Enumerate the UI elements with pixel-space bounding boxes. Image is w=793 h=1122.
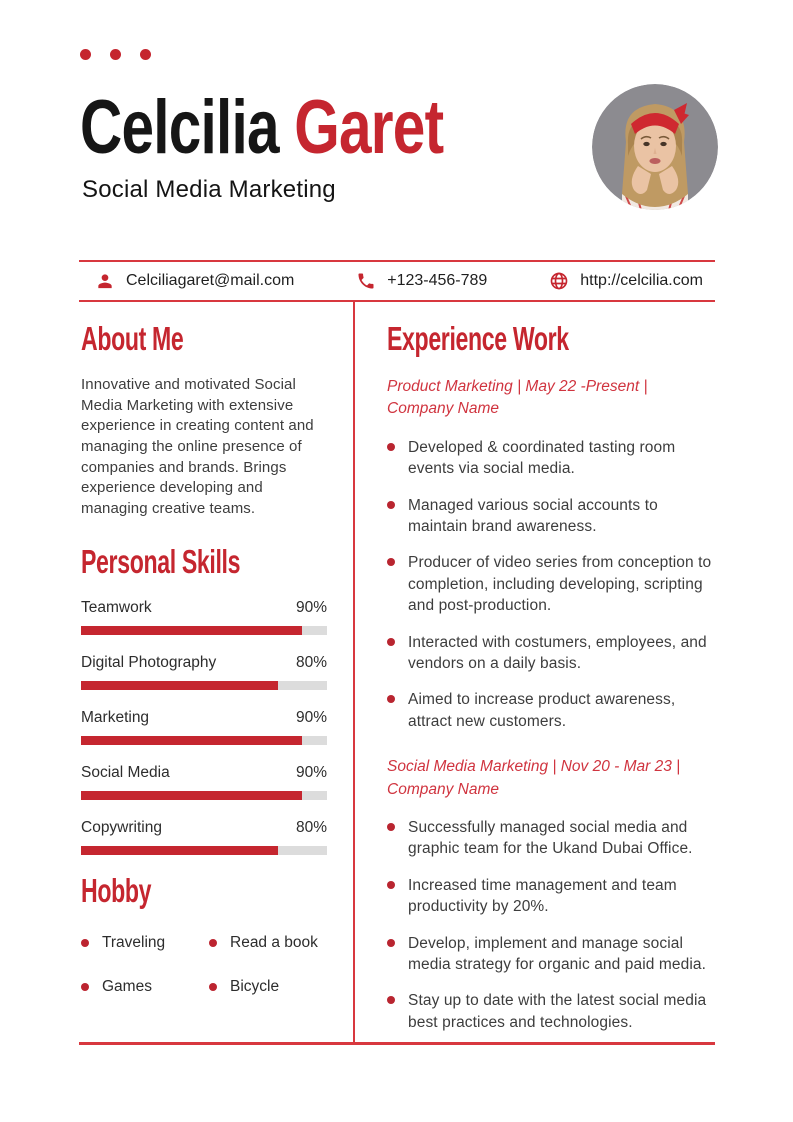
- skills-title: Personal Skills: [81, 542, 241, 580]
- bullet-item: [387, 632, 714, 675]
- skill-percent: 90%: [295, 708, 327, 726]
- column-divider: [353, 302, 355, 1043]
- hobby-item: [209, 978, 327, 996]
- contact-email[interactable]: [95, 271, 294, 291]
- skill-label: Marketing: [81, 708, 150, 726]
- skills-list: [81, 599, 327, 855]
- hobby-title: Hobby: [81, 871, 152, 909]
- skill-bar-fill: [81, 681, 278, 690]
- about-title: About Me: [81, 320, 184, 357]
- name-title: [80, 85, 552, 170]
- skill-row: [81, 819, 327, 855]
- bullet-text: Interacted with costumers, employees, and vendors on a daily basis.: [408, 633, 707, 672]
- person-icon: [95, 271, 115, 291]
- skill-bar-fill: [81, 626, 302, 635]
- bullet-item: [387, 817, 714, 860]
- skill-label: Social Media: [81, 763, 170, 781]
- skill-percent: 80%: [295, 653, 327, 671]
- contact-phone[interactable]: [356, 271, 487, 291]
- bullet-text: Stay up to date with the latest social media best practices and technologies.: [408, 992, 707, 1031]
- last-name: Garet: [294, 85, 444, 170]
- bullet-icon: [387, 501, 395, 509]
- bullet-text: Aimed to increase product awareness, attract new customers.: [408, 691, 676, 730]
- bullet-text: Managed various social accounts to maintain brand awareness.: [408, 496, 658, 536]
- bullet-item: [387, 990, 714, 1033]
- bullet-item: [387, 495, 714, 538]
- right-column: [387, 322, 714, 1048]
- bottom-divider: [79, 1042, 715, 1045]
- skill-label: Copywriting: [81, 818, 162, 836]
- skill-bar-track: [81, 681, 327, 690]
- skill-bar-fill: [81, 846, 278, 855]
- experience-title: Experience Work: [387, 320, 569, 357]
- first-name: Celcilia: [80, 85, 279, 170]
- hobby-item: [209, 934, 327, 952]
- skill-bar-track: [81, 626, 327, 635]
- job-heading: Social Media Marketing | Nov 20 - Mar 23 | Company Name: [387, 758, 681, 798]
- woman-portrait-icon: [592, 84, 718, 210]
- skill-row: [81, 709, 327, 745]
- skill-bar-track: [81, 846, 327, 855]
- skill-bar-track: [81, 791, 327, 800]
- skill-label: Digital Photography: [81, 653, 217, 671]
- bullet-icon: [81, 939, 89, 947]
- bullet-icon: [387, 881, 395, 889]
- about-text: Innovative and motivated Social Media Marketing with extensive experience in creating content and managing the online presence of companies and brands. Brings experience developing and managing creative teams.: [81, 376, 314, 518]
- hobby-label: Traveling: [102, 933, 166, 951]
- contact-website[interactable]: [549, 271, 703, 291]
- bullet-icon: [387, 558, 395, 566]
- dot-icon: [110, 49, 121, 60]
- skill-bar-fill: [81, 791, 302, 800]
- left-column: [81, 322, 327, 996]
- avatar: [592, 84, 718, 210]
- bullet-text: Producer of video series from conception to completion, including developing, scripting and post-production.: [408, 554, 712, 615]
- hobby-list: [81, 934, 327, 996]
- bullet-icon: [209, 939, 217, 947]
- website-text: http://celcilia.com: [580, 272, 703, 289]
- hobby-item: [81, 934, 209, 952]
- skill-row: [81, 599, 327, 635]
- job-heading: Product Marketing | May 22 -Present | Company Name: [387, 378, 648, 418]
- skill-percent: 80%: [295, 818, 327, 836]
- bullet-icon: [387, 939, 395, 947]
- bullet-icon: [387, 996, 395, 1004]
- contact-bar: [79, 260, 715, 302]
- dot-icon: [140, 49, 151, 60]
- hobby-label: Read a book: [230, 933, 318, 951]
- job-title: Social Media Marketing: [82, 176, 336, 203]
- bullet-text: Successfully managed social media and graphic team for the Ukand Dubai Office.: [408, 819, 693, 858]
- bullet-text: Develop, implement and manage social media strategy for organic and paid media.: [408, 934, 707, 973]
- hobby-item: [81, 978, 209, 996]
- bullet-text: Increased time management and team productivity by 20%.: [408, 876, 677, 916]
- bullet-icon: [81, 983, 89, 991]
- skill-percent: 90%: [295, 598, 327, 616]
- bullet-icon: [387, 695, 395, 703]
- skill-row: [81, 654, 327, 690]
- bullet-icon: [387, 638, 395, 646]
- bullet-item: [387, 933, 714, 976]
- dot-icon: [80, 49, 91, 60]
- hobby-label: Bicycle: [230, 977, 280, 995]
- bullet-item: [387, 437, 714, 480]
- email-text: Celciliagaret@mail.com: [126, 272, 295, 289]
- bullet-icon: [387, 443, 395, 451]
- phone-text: +123-456-789: [387, 272, 488, 289]
- bullet-item: [387, 875, 714, 918]
- skill-bar-fill: [81, 736, 302, 745]
- bullet-icon: [387, 823, 395, 831]
- job-entry: [387, 376, 714, 732]
- globe-icon: [549, 271, 569, 291]
- skill-row: [81, 764, 327, 800]
- bullet-text: Developed & coordinated tasting room events via social media.: [408, 438, 676, 478]
- bullet-item: [387, 689, 714, 732]
- bullet-icon: [209, 983, 217, 991]
- skill-percent: 90%: [295, 763, 327, 781]
- skill-bar-track: [81, 736, 327, 745]
- decorative-dots: [80, 49, 151, 60]
- job-entry: [387, 756, 714, 1033]
- hobby-label: Games: [102, 977, 152, 995]
- bullet-item: [387, 552, 714, 616]
- skill-label: Teamwork: [81, 598, 152, 616]
- phone-icon: [356, 271, 376, 291]
